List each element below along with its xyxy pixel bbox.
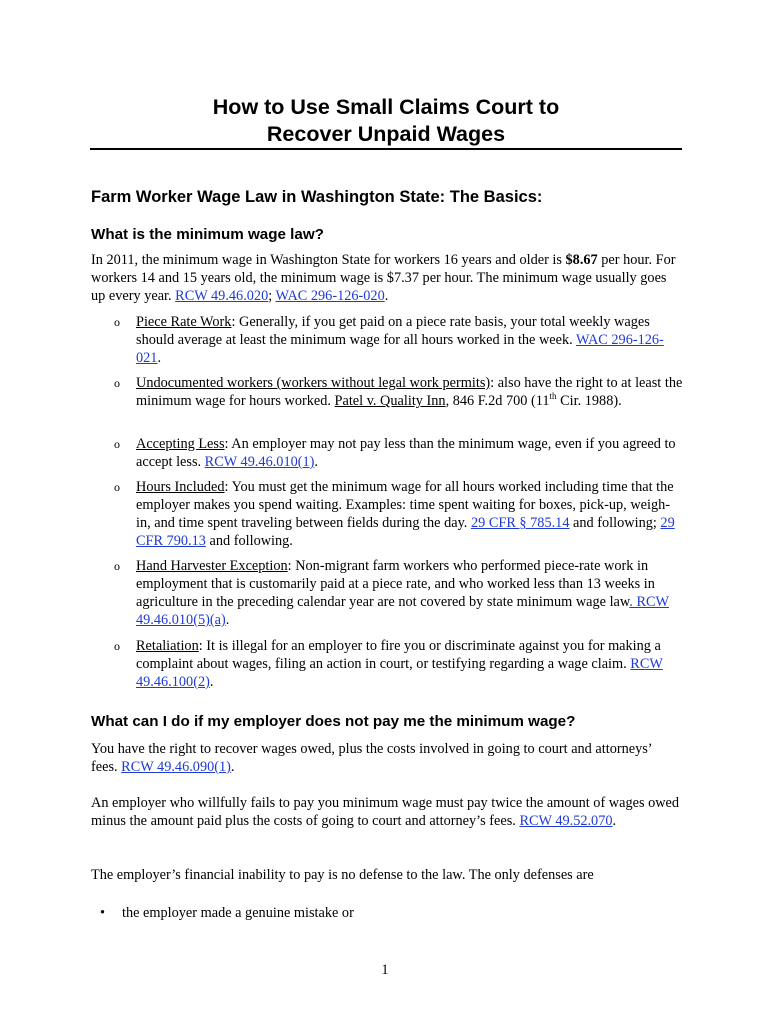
paragraph-willful-failure: An employer who willfully fails to pay you minimum wage must pay twice the amount of wages owed minus the amount paid plus the costs of going to court and attorney’s fees. RCW 49.52.070.	[91, 795, 680, 829]
intro-paragraph: In 2011, the minimum wage in Washington State for workers 16 years and older is $8.67 per hour. For workers 14 and 15 years old, the minimum wage is $7.37 per hour. The minimum wage usually goes up every year. RCW 49.46.020; WAC 296-126-020.	[91, 252, 676, 304]
link-wac-296-126-021[interactable]: WAC 296-126-021	[136, 332, 664, 366]
bullet-item-genuine-mistake: • the employer made a genuine mistake or	[100, 905, 354, 921]
list-marker: o	[114, 639, 120, 653]
case-citation: Patel v. Quality Inn	[334, 393, 446, 409]
section-heading: Farm Worker Wage Law in Washington State: The Basics:	[91, 188, 543, 206]
list-marker: o	[114, 480, 120, 494]
item-label: Hours Included	[136, 479, 225, 495]
link-29-cfr-785-14[interactable]: 29 CFR § 785.14	[470, 515, 570, 531]
item-label: Undocumented workers (workers without legal work permits)	[136, 375, 491, 391]
item-label: Retaliation	[136, 638, 199, 654]
question-heading-not-paid: What can I do if my employer does not pay me the minimum wage?	[91, 713, 576, 730]
list-marker: o	[114, 559, 120, 573]
paragraph-recover-wages: You have the right to recover wages owed, plus the costs involved in going to court and attorneys’ fees. RCW 49.46.090(1).	[91, 741, 652, 775]
list-marker: o	[114, 437, 120, 451]
title-rule	[90, 148, 682, 150]
question-heading-minimum-wage: What is the minimum wage law?	[91, 226, 324, 243]
title-line-1: How to Use Small Claims Court to	[212, 95, 560, 119]
link-rcw-49-46-020[interactable]: RCW 49.46.020	[175, 288, 269, 304]
minimum-wage-amount: $8.67	[565, 252, 598, 268]
bullet-marker: •	[100, 905, 106, 921]
list-marker: o	[114, 376, 120, 390]
link-rcw-49-46-010-5-a[interactable]: . RCW 49.46.010(5)(a)	[136, 594, 670, 628]
link-wac-296-126-020[interactable]: WAC 296-126-020	[275, 288, 385, 304]
title-line-2: Recover Unpaid Wages	[266, 122, 506, 146]
item-label: Accepting Less	[136, 436, 225, 452]
link-rcw-49-46-090-1[interactable]: RCW 49.46.090(1)	[121, 759, 231, 775]
list-item-hand-harvester: o Hand Harvester Exception: Non-migrant farm workers who performed piece-rate work in employment that is customarily paid at a piece rate, and who worked less than 13 weeks in agriculture in the preceding calendar year are not covered by state minimum wage law. RCW 49.46.010(5)(a).	[114, 558, 670, 628]
link-rcw-49-46-010-1[interactable]: RCW 49.46.010(1)	[204, 454, 315, 470]
item-label: Hand Harvester Exception	[136, 558, 288, 574]
link-29-cfr-790-13[interactable]: 29 CFR 790.13	[136, 515, 675, 549]
list-item-piece-rate: o Piece Rate Work: Generally, if you get paid on a piece rate basis, your total weekly wages should average at least the minimum wage for all hours worked in the week. WAC 296-126-021.	[114, 314, 664, 366]
page-title	[90, 94, 682, 148]
item-label: Piece Rate Work	[136, 314, 232, 330]
link-rcw-49-46-100-2[interactable]: RCW 49.46.100(2)	[136, 656, 663, 690]
list-item-accepting-less: o Accepting Less: An employer may not pay less than the minimum wage, even if you agreed to accept less. RCW 49.46.010(1).	[114, 436, 676, 470]
list-item-hours-included: o Hours Included: You must get the minimum wage for all hours worked including time that the employer makes you spend waiting. Examples: time spent waiting for boxes, pick-up, weigh-in, and time spent traveling between fields during the day. 29 CFR § 785.14 and following; 29 CFR 790.13 and following.	[114, 479, 675, 549]
list-item-retaliation: o Retaliation: It is illegal for an employer to fire you or discriminate against you for making a complaint about wages, filing an action in court, or testifying regarding a wage claim. RCW 49.46.100(2).	[114, 638, 663, 690]
list-item-undocumented: o Undocumented workers (workers without legal work permits): also have the right to at least the minimum wage for hours worked. Patel v. Quality Inn, 846 F.2d 700 (11th Cir. 1988).	[114, 375, 683, 409]
paragraph-defenses: The employer’s financial inability to pay is no defense to the law. The only defenses are	[91, 867, 594, 883]
link-rcw-49-52-070[interactable]: RCW 49.52.070	[519, 813, 613, 829]
page-number: 1	[381, 962, 389, 978]
list-marker: o	[114, 315, 120, 329]
